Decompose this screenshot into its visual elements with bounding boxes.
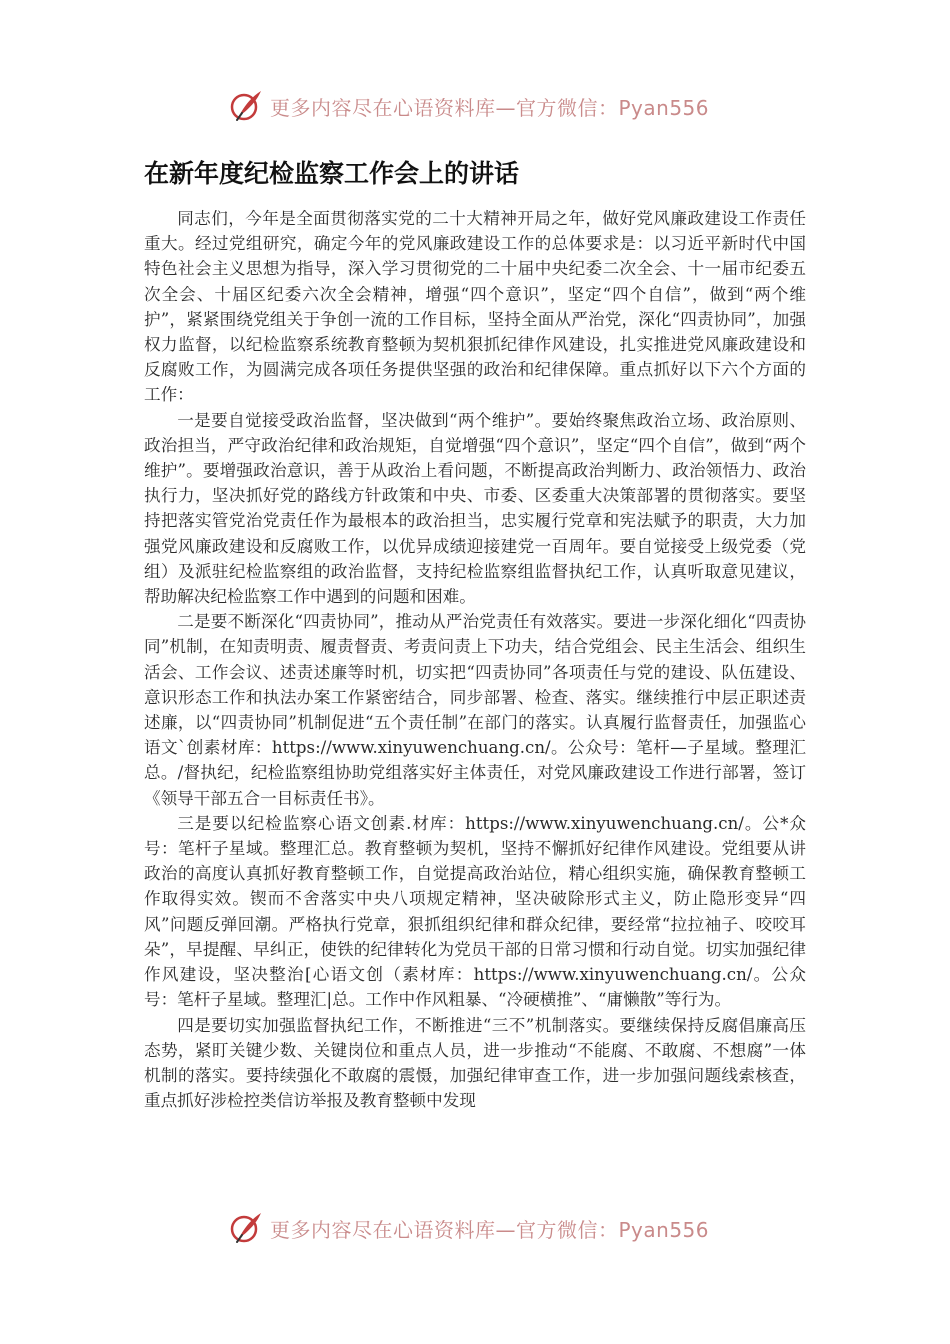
paragraph-point-1: 一是要自觉接受政治监督，坚决做到“两个维护”。要始终聚焦政治立场、政治原则、政治担当，严守政治纪律和政治规矩，自觉增强“四个意识”，坚定“四个自信”，做到“两个维护”。要增强政治意识，善于从政治上看问题，不断提高政治判断力、政治领悟力、政治执行力，坚决抓好党的路线方针政策和中央、市委、区委重大决策部署的贯彻落实。要坚持把落实管党治党责任作为最根本的政治担当，忠实履行党章和宪法赋予的职责，大力加强党风廉政建设和反腐败工作，以优异成绩迎接建党一百周年。要自觉接受上级党委（党组）及派驻纪检监察组的政治监督，支持纪检监察组监督执纪工作，认真听取意见建议，帮助解决纪检监察工作中遇到的问题和困难。 [144,410,806,607]
feather-pen-icon [228,1210,264,1246]
feather-pen-icon [228,88,264,124]
document-title: 在新年度纪检监察工作会上的讲话 [144,159,520,188]
paragraph-point-3: 三是要以纪检监察心语文创素.材库：https://www.xinyuwenchuang.cn/。公*众号：笔杆子星域。整理汇总。教育整顿为契机，坚持不懈抓好纪律作风建设。党组要从讲政治的高度认真抓好教育整顿工作，自觉提高政治站位，精心组织实施，确保教育整顿工作取得实效。锲而不舍落实中央八项规定精神，坚决破除形式主义，防止隐形变异“四风”问题反弹回潮。严格执行党章，狠抓组织纪律和群众纪律，要经常“拉拉袖子、咬咬耳朵”，早提醒、早纠正，使铁的纪律转化为党员干部的日常习惯和行动自觉。切实加强纪律作风建设，坚决整治[心语文创（素材库：https://www.xinyuwenchuang.cn/。公众号：笔杆子星域。整理汇|总。工作中作风粗暴、“冷硬横推”、“庸懒散”等行为。 [144,813,806,1010]
document-body [144,206,806,1111]
header-banner [228,86,748,126]
banner-text: 更多内容尽在心语资料库—官方微信：Pyan556 [270,1217,710,1242]
banner-text: 更多内容尽在心语资料库—官方微信：Pyan556 [270,95,710,120]
paragraph-intro: 同志们，今年是全面贯彻落实党的二十大精神开局之年，做好党风廉政建设工作责任重大。经过党组研究，确定今年的党风廉政建设工作的总体要求是：以习近平新时代中国特色社会主义思想为指导，深入学习贯彻党的二十届中央纪委二次全会、十一届市纪委五次全会、十届区纪委六次全会精神，增强“四个意识”，坚定“四个自信”，做到“两个维护”，紧紧围绕党组关于争创一流的工作目标，坚持全面从严治党，深化“四责协同”，加强权力监督，以纪检监察系统教育整顿为契机狠抓纪律作风建设，扎实推进党风廉政建设和反腐败工作，为圆满完成各项任务提供坚强的政治和纪律保障。重点抓好以下六个方面的工作： [144,209,806,405]
footer-banner [228,1208,748,1248]
paragraph-point-2: 二是要不断深化“四责协同”，推动从严治党责任有效落实。要进一步深化细化“四责协同”机制，在知责明责、履责督责、考责问责上下功夫，结合党组会、民主生活会、组织生活会、工作会议、述责述廉等时机，切实把“四责协同”各项责任与党的建设、队伍建设、意识形态工作和执法办案工作紧密结合，同步部署、检查、落实。继续推行中层正职述责述廉，以“四责协同”机制促进“五个责任制”在部门的落实。认真履行监督责任，加强监心语文`创素材库：https://www.xinyuwenchuang.cn/。公众号：笔杆—子星域。整理汇总。/督执纪，纪检监察组协助党组落实好主体责任，对党风廉政建设工作进行部署，签订《领导干部五合一目标责任书》。 [144,612,806,808]
paragraph-point-4: 四是要切实加强监督执纪工作，不断推进“三不”机制落实。要继续保持反腐倡廉高压态势，紧盯关键少数、关键岗位和重点人员，进一步推动“不能腐、不敢腐、不想腐”一体机制的落实。要持续强化不敢腐的震慑，加强纪律审查工作，进一步加强问题线索核查，重点抓好涉检控类信访举报及教育整顿中发现 [144,1015,806,1111]
